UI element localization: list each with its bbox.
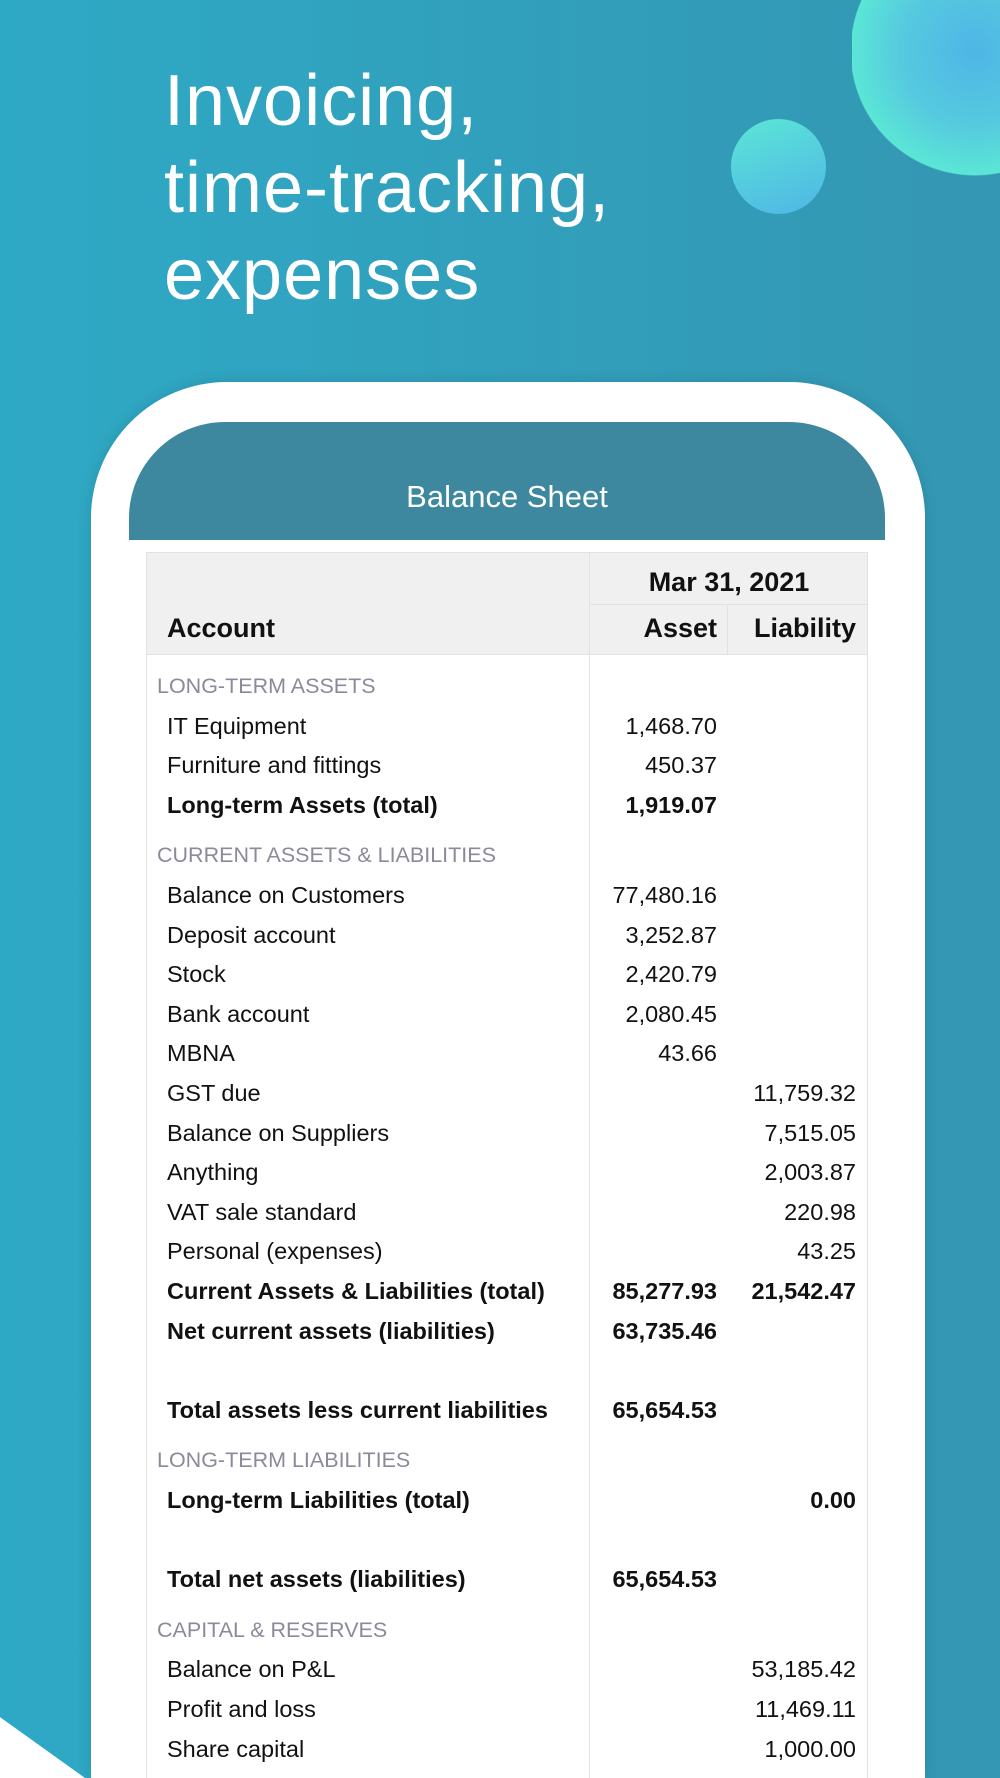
headline <box>164 58 610 319</box>
account-name: Long-term Liabilities (total) <box>167 1487 470 1513</box>
account-name: Share capital <box>167 1735 305 1762</box>
table-row <box>147 1729 867 1769</box>
table-row <box>147 1073 867 1113</box>
decorative-shape <box>0 1700 100 1778</box>
section-label: CAPITAL & RESERVES <box>157 1617 388 1642</box>
account-name: Total assets less current liabilities <box>167 1396 548 1423</box>
account-name: IT Equipment <box>167 712 307 739</box>
asset-value: 43.66 <box>658 1040 717 1067</box>
decorative-bubble-large <box>852 0 1000 176</box>
liability-value: 2,003.87 <box>764 1159 856 1186</box>
table-row <box>147 1231 867 1271</box>
section-header-row <box>147 835 867 875</box>
asset-value: 65,654.53 <box>612 1566 717 1593</box>
liability-value: 1,000.00 <box>764 1735 856 1762</box>
asset-value: 65,654.53 <box>612 1396 717 1423</box>
liability-value: 21,542.47 <box>751 1278 856 1304</box>
liability-value: 220.98 <box>784 1198 856 1225</box>
account-name: Total net assets (liabilities) <box>167 1566 466 1593</box>
section-label: CURRENT ASSETS & LIABILITIES <box>157 843 496 868</box>
app-bar <box>129 422 885 540</box>
account-name: VAT sale standard <box>167 1198 357 1225</box>
column-header-date: Mar 31, 2021 <box>648 567 810 597</box>
account-name: Profit and loss <box>167 1696 316 1722</box>
table-row <box>147 1113 867 1153</box>
table-row <box>147 745 867 785</box>
column-header-liability: Liability <box>753 613 856 643</box>
table-row <box>147 1033 867 1073</box>
decorative-bubble-small <box>731 119 826 214</box>
table-row <box>147 994 867 1034</box>
account-name: Balance on Suppliers <box>167 1119 390 1146</box>
account-name: Deposit account <box>167 921 336 948</box>
account-name: Long-term Assets (total) <box>167 791 438 818</box>
headline-line: Invoicing, <box>164 61 479 141</box>
table-row <box>147 954 867 994</box>
account-name: Personal (expenses) <box>167 1238 383 1265</box>
column-header-account: Account <box>167 613 275 643</box>
table-row <box>147 875 867 915</box>
table-row <box>147 1390 867 1430</box>
table-row <box>147 1311 867 1351</box>
account-name: Balance on P&L <box>167 1656 336 1683</box>
account-name: Furniture and fittings <box>167 752 382 779</box>
table-row <box>147 1649 867 1689</box>
asset-value: 450.37 <box>645 752 717 779</box>
table-row <box>147 1480 867 1520</box>
table-row <box>147 1152 867 1192</box>
spacer-row <box>147 1350 867 1390</box>
asset-value: 3,252.87 <box>625 921 717 948</box>
balance-sheet-table <box>146 552 868 1778</box>
liability-value: 43.25 <box>797 1238 856 1265</box>
asset-value: 1,468.70 <box>625 712 717 739</box>
liability-value: 11,759.32 <box>753 1080 856 1106</box>
account-name: Balance on Customers <box>167 882 405 908</box>
table-row <box>147 785 867 825</box>
asset-value: 85,277.93 <box>612 1278 717 1304</box>
account-name: Stock <box>167 961 226 988</box>
table-row <box>147 1271 867 1311</box>
section-label: LONG-TERM ASSETS <box>157 674 376 698</box>
headline-line: time-tracking, <box>164 148 611 228</box>
table-row <box>147 1559 867 1599</box>
table-row <box>147 915 867 955</box>
divider <box>589 604 867 605</box>
liability-value: 7,515.05 <box>764 1119 856 1146</box>
column-header-asset: Asset <box>643 613 717 643</box>
liability-value: 11,469.11 <box>754 1696 856 1722</box>
spacer-row <box>147 1520 867 1560</box>
section-header-row <box>147 1610 867 1650</box>
divider <box>727 604 728 654</box>
asset-value: 1,919.07 <box>625 791 717 818</box>
asset-value: 2,420.79 <box>625 961 717 988</box>
account-name: MBNA <box>167 1040 235 1067</box>
asset-value: 77,480.16 <box>612 882 717 908</box>
asset-value: 2,080.45 <box>625 1000 717 1027</box>
table-row <box>147 706 867 746</box>
account-name: Anything <box>167 1159 259 1186</box>
table-header <box>147 553 867 655</box>
liability-value: 0.00 <box>810 1487 856 1513</box>
account-name: Current Assets & Liabilities (total) <box>167 1278 545 1304</box>
app-title: Balance Sheet <box>406 479 608 514</box>
section-label: LONG-TERM LIABILITIES <box>157 1448 411 1473</box>
section-header-row <box>147 1440 867 1480</box>
table-row <box>147 1689 867 1729</box>
section-header-row <box>147 666 867 706</box>
account-name: Bank account <box>167 1000 310 1027</box>
table-row <box>147 1192 867 1232</box>
headline-line: expenses <box>164 235 481 315</box>
liability-value: 53,185.42 <box>751 1656 856 1683</box>
asset-value: 63,735.46 <box>612 1317 717 1344</box>
account-name: Net current assets (liabilities) <box>167 1317 495 1344</box>
account-name: GST due <box>167 1080 261 1106</box>
